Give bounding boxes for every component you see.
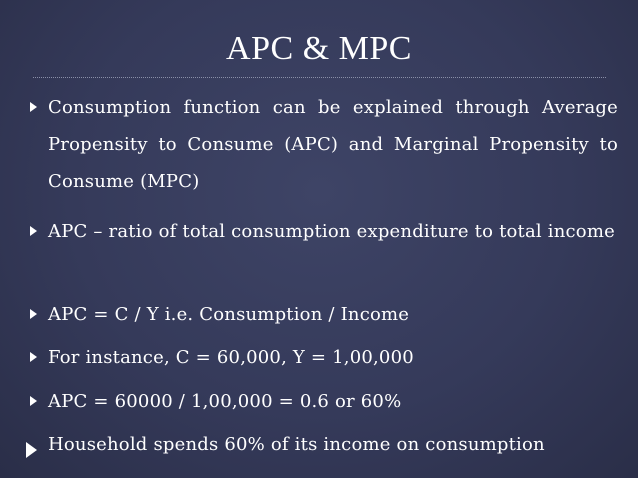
title-divider — [33, 77, 606, 78]
bullet-arrow-icon — [30, 226, 37, 236]
bullet-arrow-icon — [30, 309, 37, 319]
bullet-arrow-icon — [26, 442, 37, 458]
bullet-text: For instance, C = 60,000, Y = 1,00,000 — [48, 347, 414, 368]
bullet-arrow-icon — [30, 102, 37, 112]
bullet-text: APC = 60000 / 1,00,000 = 0.6 or 60% — [48, 391, 402, 412]
bullet-text: Household spends 60% of its income on consumption — [48, 434, 545, 455]
bullet-text: Consumption function can be explained through Average Propensity to Consume (APC) and Marginal Propensity to Consume (MPC) — [48, 97, 618, 192]
bullet-arrow-icon — [30, 396, 37, 406]
bullet-text: APC = C / Y i.e. Consumption / Income — [48, 304, 410, 325]
bullet-text: APC – ratio of total consumption expenditure to total income — [48, 221, 615, 242]
slide-title: APC & MPC — [226, 30, 412, 67]
bullet-arrow-icon — [30, 352, 37, 362]
